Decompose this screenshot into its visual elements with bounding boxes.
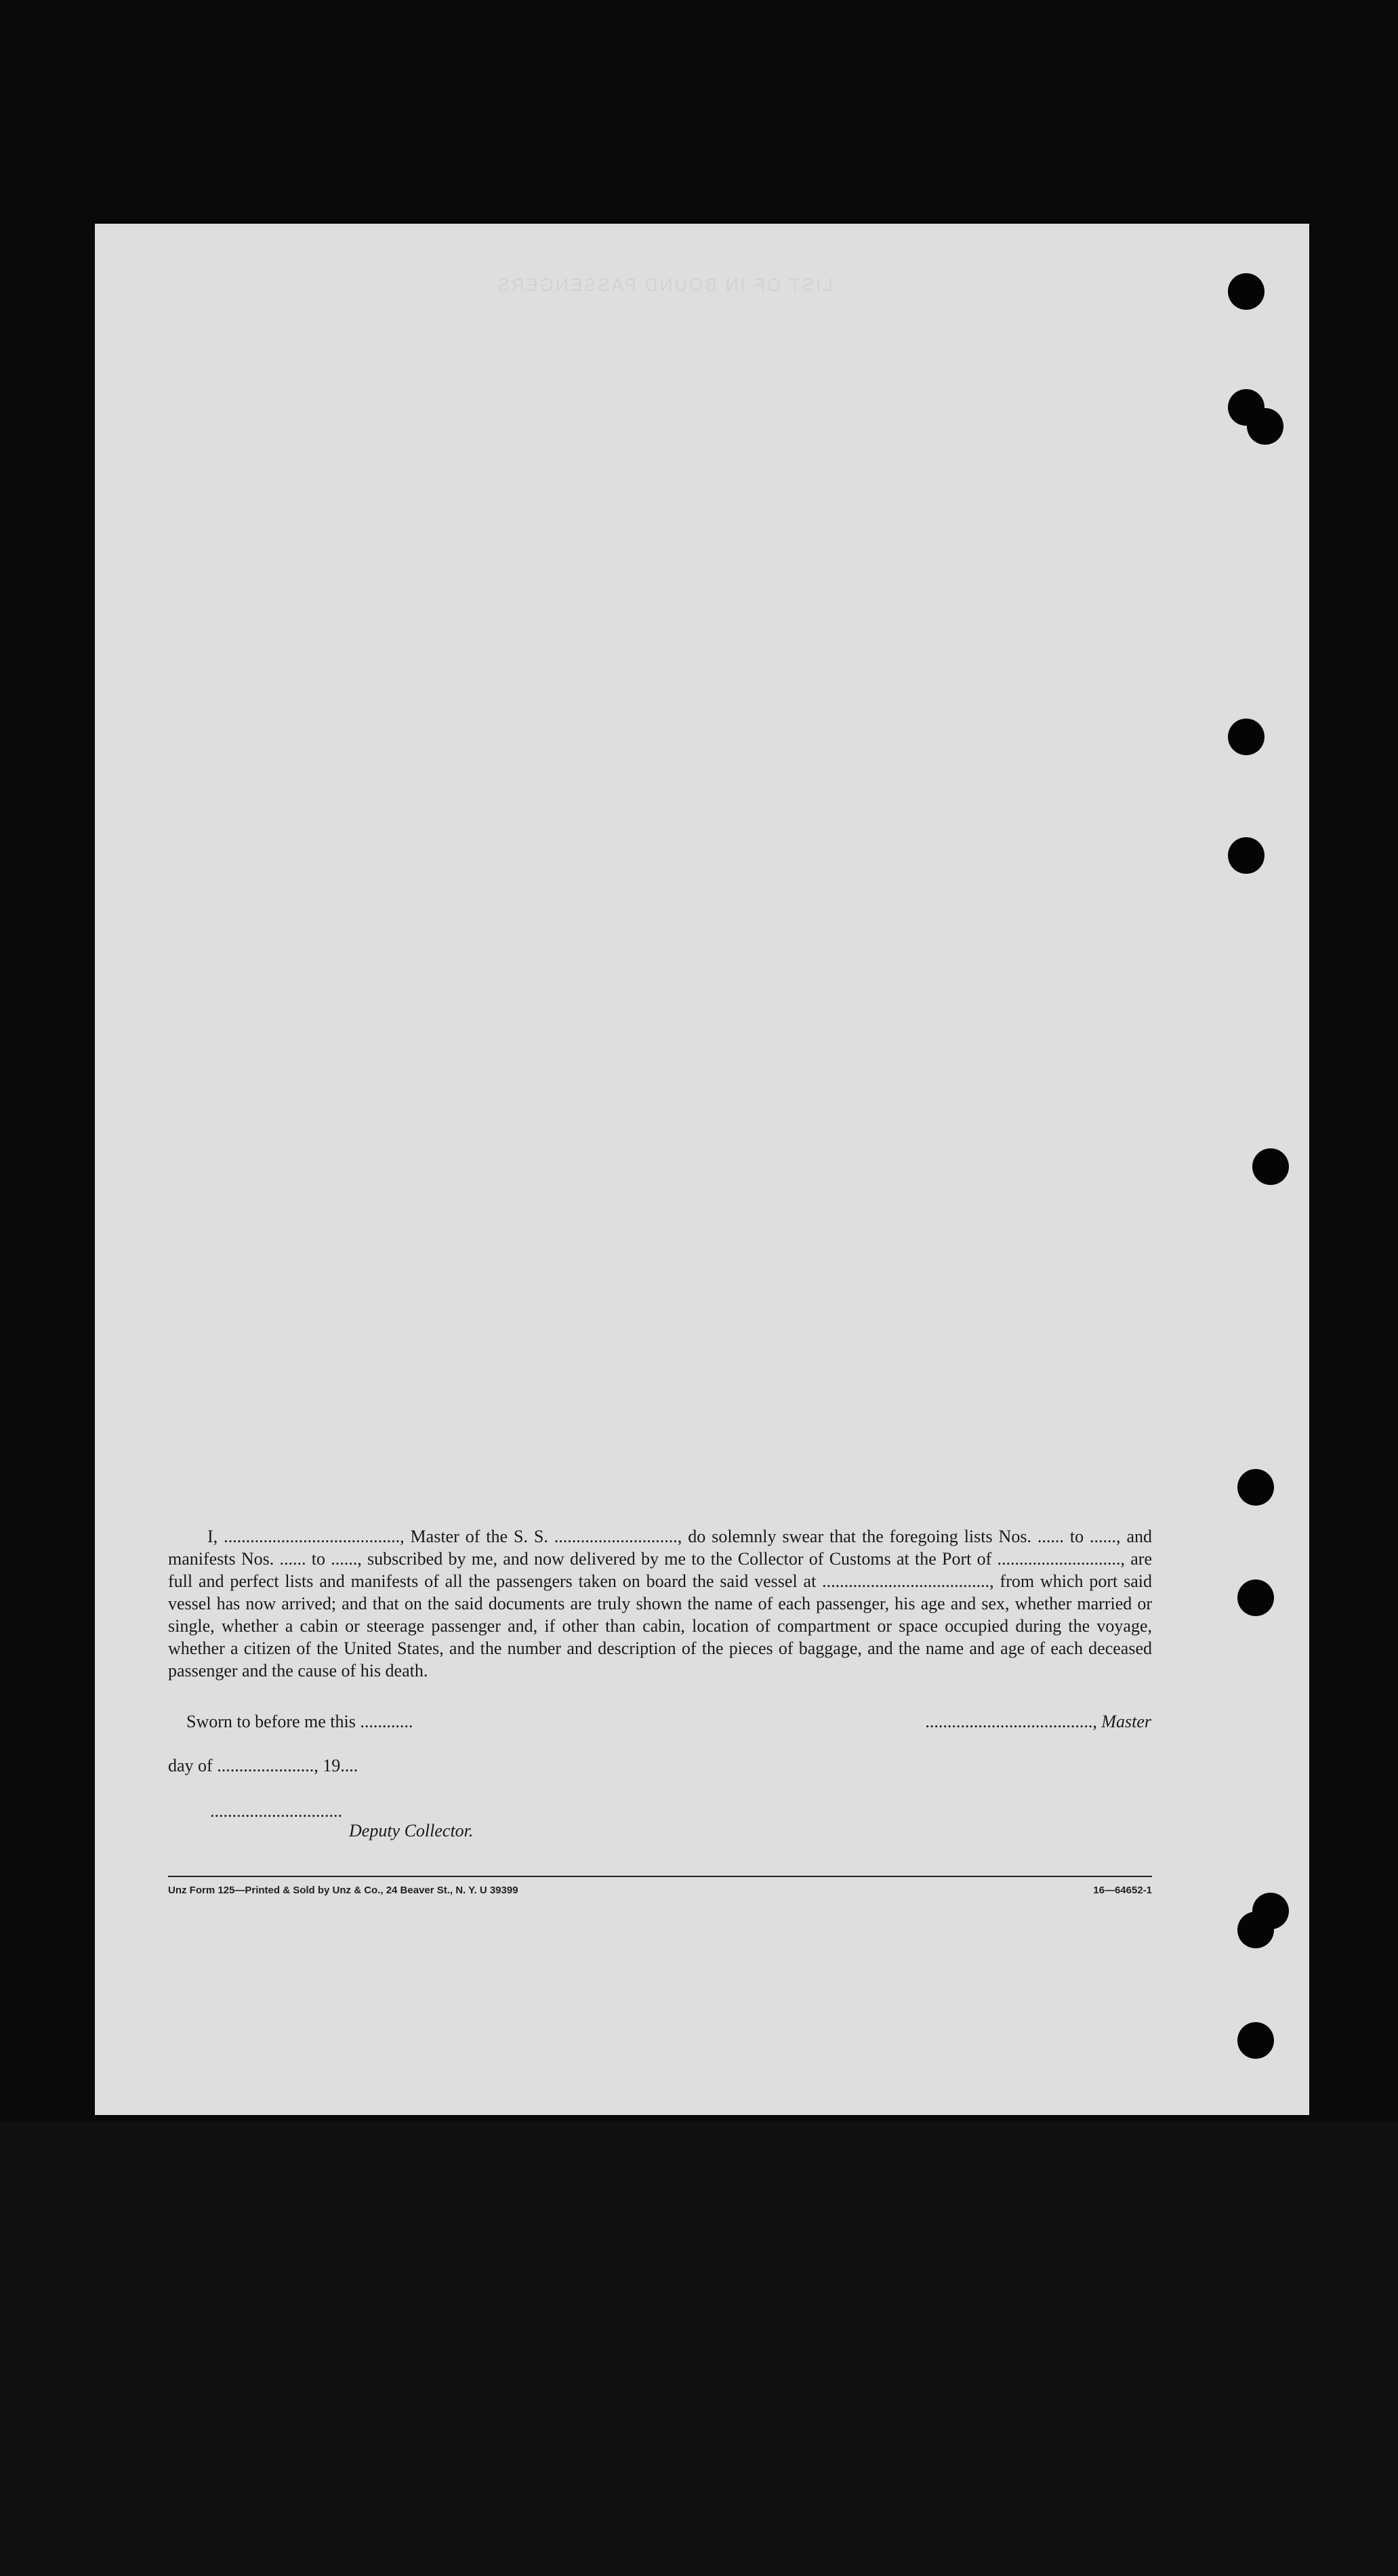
form-number: 16—64652-1 — [1093, 1885, 1152, 1896]
punch-hole — [1237, 1469, 1274, 1506]
punch-hole — [1247, 408, 1283, 445]
punch-hole — [1252, 1148, 1289, 1185]
master-label: Master — [1101, 1712, 1151, 1731]
printer-imprint: Unz Form 125—Printed & Sold by Unz & Co., 24 Beaver St., N. Y. U 39399 — [168, 1885, 518, 1896]
form-page — [95, 224, 1309, 2115]
oath-text: I, ........................................, Master of the S. S. ............................, do solemnly swear that the foregoing lists Nos. ...... to ......, and manifests Nos. ...... to ......, subscribed by me, and now delivered by me to the Collector of Customs at the Port of ............................, are full and perfect lists and manifests of all the passengers taken on board the said vessel at ......................................, from which port said vessel has now arrived; and that on the said documents are truly shown the name of each passenger, his age and sex, whether married or single, whether a cabin or steerage passenger and, if other than cabin, location of compartment or space occupied during the voyage, whether a citizen of the United States, and the number and description of the pieces of baggage, and the name and age of each deceased passenger and the cause of his death. — [168, 1527, 1152, 1681]
master-dots: ......................................, — [925, 1712, 1097, 1731]
punch-hole — [1228, 837, 1265, 874]
punch-hole — [1237, 2022, 1274, 2059]
sworn-line: Sworn to before me this ............ — [186, 1712, 413, 1731]
deputy-collector-label: Deputy Collector. — [349, 1821, 474, 1840]
footer-rule — [168, 1876, 1152, 1877]
scanner-bottom-band — [0, 2122, 1398, 2576]
bleed-through-header: LIST OF IN BOUND PASSENGERS — [495, 275, 833, 295]
punch-hole — [1228, 719, 1265, 755]
deputy-signature-dots: .............................. — [210, 1801, 342, 1821]
day-of-line: day of ......................, 19.... — [168, 1756, 358, 1775]
punch-hole — [1228, 273, 1265, 310]
punch-hole — [1237, 1912, 1274, 1948]
oath-paragraph — [168, 1525, 1152, 1682]
punch-hole — [1237, 1579, 1274, 1616]
master-signature-line — [925, 1712, 1151, 1732]
